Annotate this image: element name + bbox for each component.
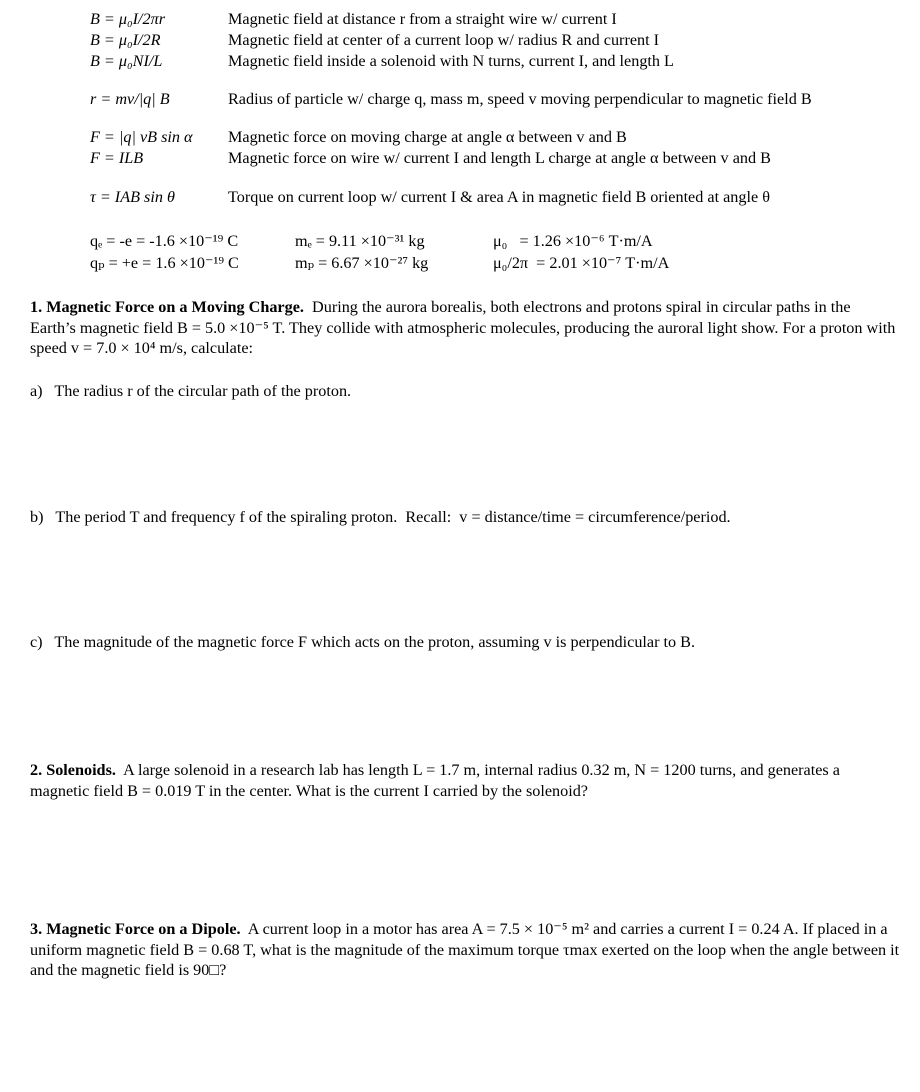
formula-force-on-wire: F = ILB <box>90 149 144 167</box>
problem-2 <box>30 760 900 801</box>
problem-1-part-b: b) The period T and frequency f of the spiraling proton. Recall: v = distance/time = circumference/period. <box>30 508 731 526</box>
problem-1-text: During the aurora borealis, both electrons and protons spiral in circular paths in the Earth’s magnetic field B = 5.0 ×10⁻⁵ T. They collide with atmospheric molecules, producing the auroral light show. For a proton with speed v = 7.0 × 10⁴ m/s, calculate: <box>30 298 896 357</box>
constant-proton-mass: mₚ = 6.67 ×10⁻²⁷ kg <box>295 254 429 272</box>
formula-loop-field-description: Magnetic field at center of a current loop w/ radius R and current I <box>228 31 660 49</box>
formula-force-on-charge-description: Magnetic force on moving charge at angle α between v and B <box>228 128 627 146</box>
problem-2-title: 2. Solenoids. <box>30 761 116 779</box>
formula-loop-field: B = μ₀I/2R <box>90 31 161 49</box>
formula-force-on-wire-description: Magnetic force on wire w/ current I and length L charge at angle α between v and B <box>228 149 771 167</box>
formula-torque-description: Torque on current loop w/ current I & area A in magnetic field B oriented at angle θ <box>228 188 770 206</box>
problem-2-text: A large solenoid in a research lab has length L = 1.7 m, internal radius 0.32 m, N = 1200 turns, and generates a magnetic field B = 0.019 T in the center. What is the current I carried by the solenoid? <box>30 761 840 800</box>
problem-1-title: 1. Magnetic Force on a Moving Charge. <box>30 298 304 316</box>
problem-1-part-a: a) The radius r of the circular path of the proton. <box>30 382 352 400</box>
constant-mu0: μ₀ = 1.26 ×10⁻⁶ T·m/A <box>493 232 653 250</box>
constant-electron-charge: qₑ = -e = -1.6 ×10⁻¹⁹ C <box>90 232 239 250</box>
formula-torque: τ = IAB sin θ <box>90 188 175 206</box>
formula-force-on-charge: F = |q| vB sin α <box>90 128 193 146</box>
formula-particle-radius: r = mv/|q| B <box>90 90 170 108</box>
problem-1-part-c: c) The magnitude of the magnetic force F which acts on the proton, assuming v is perpendicular to B. <box>30 633 696 651</box>
formula-wire-field: B = μ₀I/2πr <box>90 10 166 28</box>
problem-3 <box>30 919 900 981</box>
problem-3-title: 3. Magnetic Force on a Dipole. <box>30 920 241 938</box>
constant-proton-charge: qₚ = +e = 1.6 ×10⁻¹⁹ C <box>90 254 239 272</box>
problem-3-text: A current loop in a motor has area A = 7.5 × 10⁻⁵ m² and carries a current I = 0.24 A. If placed in a uniform magnetic field B = 0.68 T, what is the magnitude of the maximum torque τmax exerted on the loop when the angle between it and the magnetic field is 90□? <box>30 920 900 979</box>
constant-mu0-over-2pi: μ₀/2π = 2.01 ×10⁻⁷ T·m/A <box>493 254 670 272</box>
formula-solenoid-field: B = μ₀NI/L <box>90 52 163 70</box>
problem-1 <box>30 297 900 359</box>
formula-solenoid-field-description: Magnetic field inside a solenoid with N turns, current I, and length L <box>228 52 674 70</box>
formula-particle-radius-description: Radius of particle w/ charge q, mass m, speed v moving perpendicular to magnetic field B <box>228 90 812 108</box>
formula-wire-field-description: Magnetic field at distance r from a straight wire w/ current I <box>228 10 617 28</box>
constant-electron-mass: mₑ = 9.11 ×10⁻³¹ kg <box>295 232 425 250</box>
